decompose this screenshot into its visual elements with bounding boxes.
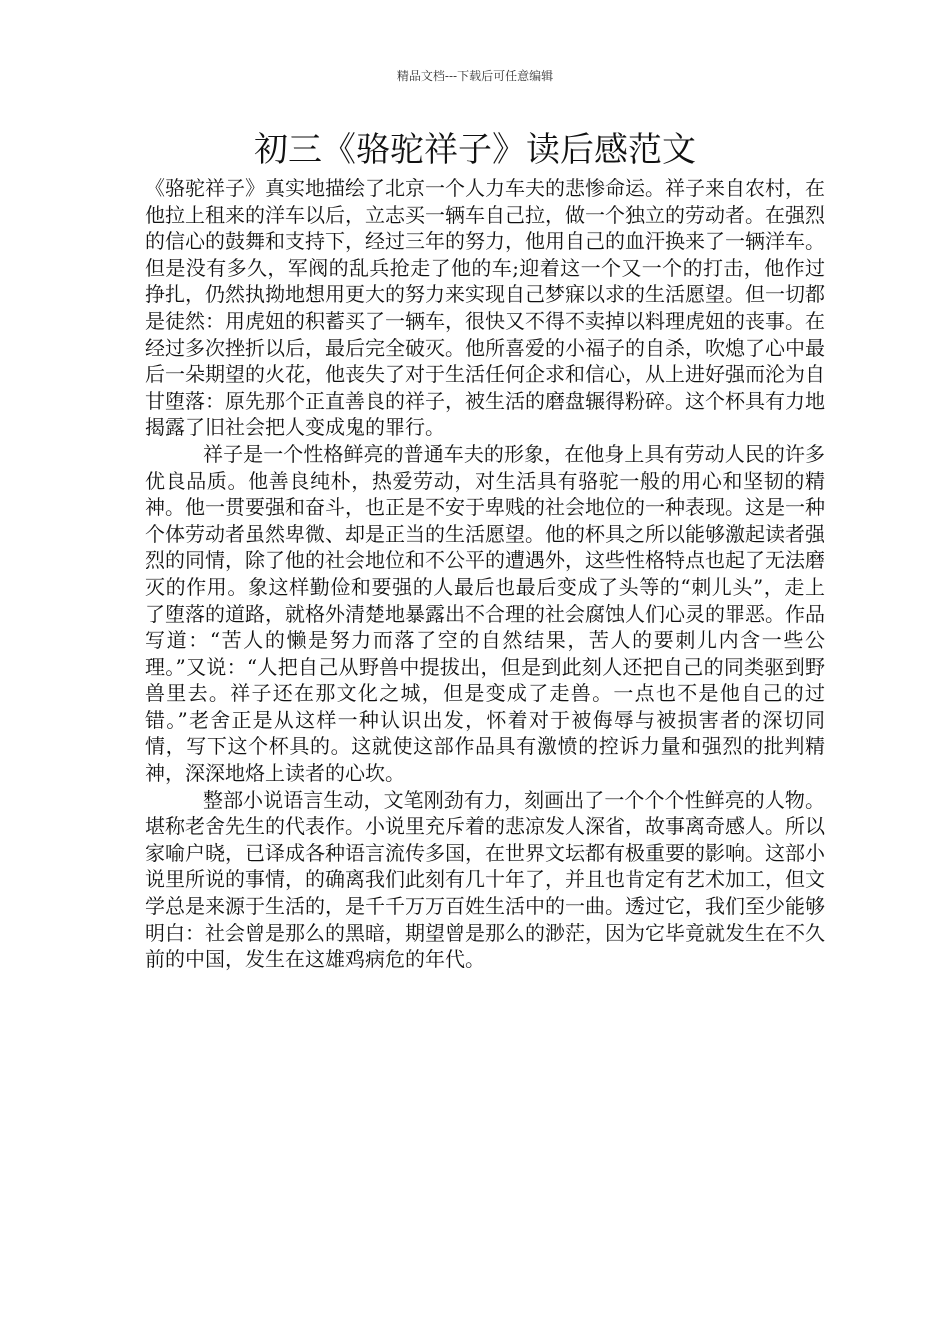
page-title: 初三《骆驼祥子》读后感范文 — [254, 130, 696, 170]
paragraph-2: 祥子是一个性格鲜亮的普通车夫的形象，在他身上具有劳动人民的许多优良品质。他善良纯朴，热爱劳动，对生活具有骆驼一般的用心和坚韧的精神。他一贯要强和奋斗，也正是不安于卑贱的社会地位的一种表现。这是一种个体劳动者虽然卑微、却是正当的生活愿望。他的杯具之所以能够激起读者强烈的同情，除了他的社会地位和不公平的遭遇外，这些性格特点也起了无法磨灭的作用。象这样勤俭和要强的人最后也最后变成了头等的“刺儿头”，走上了堕落的道路，就格外清楚地暴露出不合理的社会腐蚀人们心灵的罪恶。作品写道：“苦人的懒是努力而落了空的自然结果，苦人的要刺儿内含一些公理。”又说：“人把自己从野兽中提拔出，但是到此刻人还把自己的同类驱到野兽里去。祥子还在那文化之城，但是变成了走兽。一点也不是他自己的过错。”老舍正是从这样一种认识出发，怀着对于被侮辱与被损害者的深切同情，写下这个杯具的。这就使这部作品具有激愤的控诉力量和强烈的批判精神，深深地烙上读者的心坎。 — [145, 441, 825, 786]
paragraph-1: 《骆驼祥子》真实地描绘了北京一个人力车夫的悲惨命运。祥子来自农村，在他拉上租来的洋车以后，立志买一辆车自己拉，做一个独立的劳动者。在强烈的信心的鼓舞和支持下，经过三年的努力，他用自己的血汗换来了一辆洋车。但是没有多久，军阀的乱兵抢走了他的车;迎着这一个又一个的打击，他作过挣扎，仍然执拗地想用更大的努力来实现自己梦寐以求的生活愿望。但一切都是徒然：用虎妞的积蓄买了一辆车，很快又不得不卖掉以料理虎妞的丧事。在经过多次挫折以后，最后完全破灭。他所喜爱的小福子的自杀，吹熄了心中最后一朵期望的火花，他丧失了对于生活任何企求和信心，从上进好强而沦为自甘堕落：原先那个正直善良的祥子，被生活的磨盘辗得粉碎。这个杯具有力地揭露了旧社会把人变成鬼的罪行。 — [145, 176, 825, 440]
paragraph-3: 整部小说语言生动，文笔刚劲有力，刻画出了一个个个性鲜亮的人物。堪称老舍先生的代表作。小说里充斥着的悲凉发人深省，故事离奇感人。所以家喻户晓，已译成各种语言流传多国，在世界文坛都有极重要的影响。这部小说里所说的事情，的确离我们此刻有几十年了，并且也肯定有艺术加工，但文学总是来源于生活的，是千千万万百姓生活中的一曲。透过它，我们至少能够明白：社会曾是那么的黑暗，期望曾是那么的渺茫，因为它毕竟就发生在不久前的中国，发生在这雄鸡病危的年代。 — [145, 787, 825, 972]
header-note: 精品文档---下载后可任意编辑 — [396, 69, 554, 83]
document-body — [145, 175, 825, 973]
